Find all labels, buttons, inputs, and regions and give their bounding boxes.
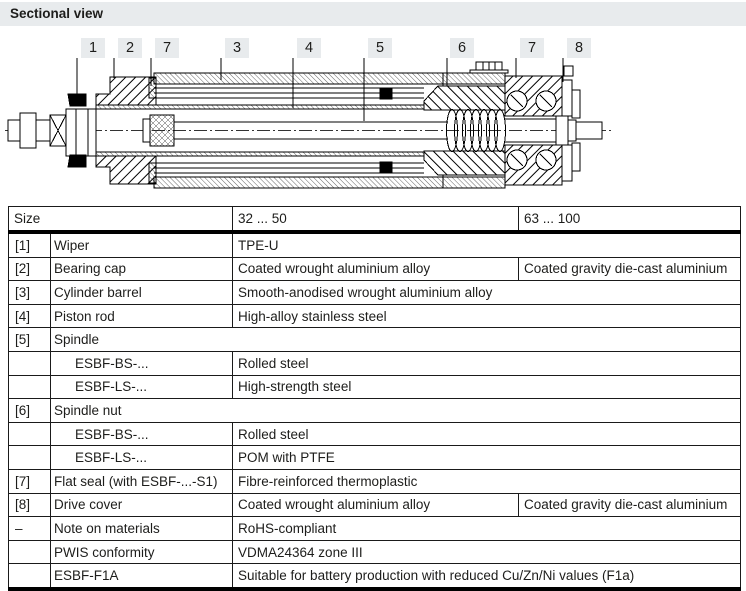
row-value: Rolled steel (233, 351, 741, 375)
row-value: Coated wrought aluminium alloy (233, 257, 519, 281)
row-number: [7] (9, 469, 51, 493)
row-value: Suitable for battery production with reduced Cu/Zn/Ni values (F1a) (233, 564, 741, 589)
callout-5: 5 (368, 38, 392, 58)
row-gutter (9, 351, 51, 375)
row-label: Bearing cap (51, 257, 233, 281)
row-value-2: Coated gravity die-cast aluminium (519, 257, 741, 281)
table-row-flat-seal (9, 469, 741, 493)
callout-4: 4 (297, 38, 321, 58)
row-value-2: Coated gravity die-cast aluminium (519, 493, 741, 517)
row-value: Coated wrought aluminium alloy (233, 493, 519, 517)
row-value: Fibre-reinforced thermoplastic (233, 469, 741, 493)
table-row-piston-rod (9, 304, 741, 328)
column-header-size: Size (9, 207, 233, 233)
table-row-cylinder-barrel (9, 281, 741, 305)
row-label: ESBF-BS-... (51, 351, 233, 375)
table-row-esbf-f1a (9, 564, 741, 589)
row-label: Cylinder barrel (51, 281, 233, 305)
table-row-wiper (9, 232, 741, 257)
table-row-spindle-nut (9, 399, 741, 423)
row-number: [8] (9, 493, 51, 517)
row-number: [3] (9, 281, 51, 305)
output-shaft (556, 116, 602, 145)
row-value: VDMA24364 zone III (233, 540, 741, 564)
row-value: High-strength steel (233, 375, 741, 399)
table-row-spindle-bs (9, 351, 741, 375)
sectional-view-figure (0, 26, 746, 206)
row-number: [5] (9, 328, 51, 352)
row-value: High-alloy stainless steel (233, 304, 741, 328)
table-row-bearing-cap (9, 257, 741, 281)
table-row-pwis (9, 540, 741, 564)
row-label: ESBF-F1A (51, 564, 233, 589)
row-gutter (9, 446, 51, 470)
table-row-spindle (9, 328, 741, 352)
row-label: Piston rod (51, 304, 233, 328)
row-label: ESBF-LS-... (51, 446, 233, 470)
column-header-size-63-100: 63 ... 100 (519, 207, 741, 233)
section-header (0, 2, 746, 26)
row-label: PWIS conformity (51, 540, 233, 564)
piston-rod-end (8, 109, 96, 156)
table-header-row (9, 207, 741, 233)
row-gutter (9, 375, 51, 399)
row-label: Note on materials (51, 517, 233, 541)
callout-1: 1 (81, 38, 105, 58)
table-row-spindle-ls (9, 375, 741, 399)
row-label: Spindle nut (51, 399, 741, 423)
callout-6: 6 (450, 38, 474, 58)
row-value: TPE-U (233, 232, 741, 257)
row-number: [4] (9, 304, 51, 328)
table-row-spindle-nut-bs (9, 422, 741, 446)
row-value: RoHS-compliant (233, 517, 741, 541)
callout-2: 2 (118, 38, 142, 58)
row-number: [6] (9, 399, 51, 423)
callout-7-right: 7 (520, 38, 544, 58)
row-gutter (9, 422, 51, 446)
row-label: Drive cover (51, 493, 233, 517)
table-row-spindle-nut-ls (9, 446, 741, 470)
row-number: [1] (9, 232, 51, 257)
row-label: Wiper (51, 232, 233, 257)
callout-7-left: 7 (155, 38, 179, 58)
row-gutter (9, 564, 51, 589)
row-label: Flat seal (with ESBF-...-S1) (51, 469, 233, 493)
row-value: Rolled steel (233, 422, 741, 446)
callout-3: 3 (225, 38, 249, 58)
row-gutter (9, 540, 51, 564)
column-header-size-32-50: 32 ... 50 (233, 207, 519, 233)
materials-table (8, 206, 741, 591)
row-label: ESBF-BS-... (51, 422, 233, 446)
row-value: POM with PTFE (233, 446, 741, 470)
page-title: Sectional view (10, 6, 104, 21)
row-label: ESBF-LS-... (51, 375, 233, 399)
row-number: [2] (9, 257, 51, 281)
row-number: – (9, 517, 51, 541)
table-row-note-materials (9, 517, 741, 541)
callout-8: 8 (567, 38, 591, 58)
row-value: Smooth-anodised wrought aluminium alloy (233, 281, 741, 305)
table-row-drive-cover (9, 493, 741, 517)
row-label: Spindle (51, 328, 741, 352)
